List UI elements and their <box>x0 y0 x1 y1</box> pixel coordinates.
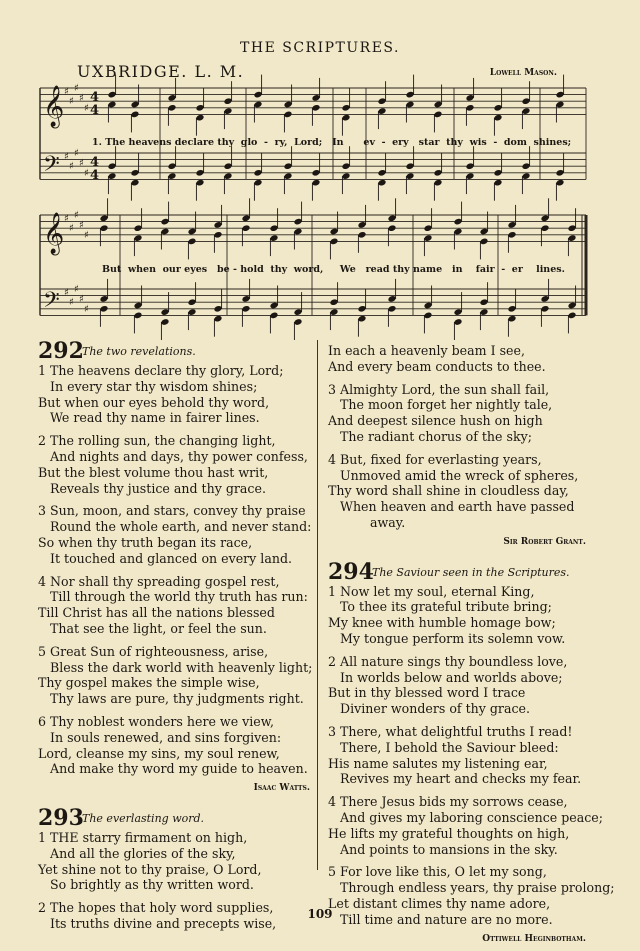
column-divider <box>317 340 318 870</box>
stanza <box>328 794 603 857</box>
stanza <box>328 654 586 717</box>
stanza <box>328 724 586 787</box>
verse-line: In worlds below and worlds above; <box>340 669 563 685</box>
note-head <box>131 101 140 109</box>
hymn-293-stanzas-cont <box>328 343 586 531</box>
note-head <box>196 179 205 187</box>
verse-line: Its truths divine and precepts wise, <box>50 915 277 931</box>
stanza <box>328 452 586 531</box>
stanza <box>328 584 586 647</box>
note-head <box>161 318 170 326</box>
hymn-294-stanzas <box>328 583 615 928</box>
staff-lines <box>40 88 586 315</box>
note-head <box>134 224 143 232</box>
note-head <box>330 228 339 236</box>
verse-line: But when our eyes behold thy word, <box>38 394 270 410</box>
sharp-sign: ♯ <box>64 151 69 163</box>
note-head <box>242 295 251 303</box>
note-head <box>342 172 351 180</box>
verse-line: The moon forget her nightly tale, <box>340 397 553 413</box>
note-head <box>100 305 109 313</box>
note-head <box>358 305 367 313</box>
note-head <box>270 234 279 242</box>
verse-line: That see the light, or feel the sun. <box>50 620 267 636</box>
verse-line: 2 The rolling sun, the changing light, <box>38 433 276 449</box>
verse-line: Till time and nature are no more. <box>340 911 553 927</box>
note-head <box>330 308 339 316</box>
verse-line: And all the glories of the sky, <box>50 845 236 861</box>
verse-line: When heaven and earth have passed <box>340 499 575 515</box>
note-head <box>100 295 109 303</box>
time-signature: 4 <box>90 103 100 118</box>
note-head <box>466 162 475 170</box>
sharp-sign: ♯ <box>79 219 84 231</box>
note-head <box>161 308 170 316</box>
note-head <box>508 315 517 323</box>
note-head <box>454 228 463 236</box>
bass-clef: 𝄢 <box>43 288 60 318</box>
note-head <box>522 107 531 115</box>
note-head <box>270 224 279 232</box>
hymn-title: The two revelations. <box>82 345 196 359</box>
note-head <box>312 169 321 177</box>
note-head <box>358 221 367 229</box>
sharp-sign: ♯ <box>64 287 69 299</box>
verse-line: And gives my laboring conscience peace; <box>340 809 603 825</box>
verse-line: Yet shine not to thy praise, O Lord, <box>38 861 262 877</box>
note-head <box>388 295 397 303</box>
note-head <box>424 302 433 310</box>
sharp-sign: ♯ <box>79 157 84 169</box>
lyric-line-2: But when our eyes be - hold thy word, We read thy name in fair - er lines. <box>102 264 565 275</box>
note-head <box>131 111 140 119</box>
verse-line: 3 Almighty Lord, the sun shall fail, <box>328 381 550 397</box>
sharp-sign: ♯ <box>84 102 89 114</box>
note-head <box>342 162 351 170</box>
note-head <box>378 169 387 177</box>
verse-line: Till through the world thy truth has run: <box>50 589 308 605</box>
note-head <box>466 172 475 180</box>
clefs <box>43 83 99 318</box>
note-head <box>224 172 233 180</box>
hymn-293-header <box>38 801 310 832</box>
sharp-sign: ♯ <box>84 167 89 179</box>
verse-line: My tongue perform its solemn vow. <box>340 630 566 646</box>
treble-clef: 𝄞 <box>43 86 65 127</box>
note-head <box>188 298 197 306</box>
verse-line: Let distant climes thy name adore, <box>328 895 551 911</box>
verse-line: Till Christ has all the nations blessed <box>38 605 275 621</box>
verse-line: And points to mansions in the sky. <box>340 841 558 857</box>
treble-clef: 𝄞 <box>43 213 65 254</box>
stanza <box>38 643 313 707</box>
sharp-sign: ♯ <box>74 83 79 94</box>
hymn-author: Sir Robert Grant. <box>503 536 586 547</box>
verse-line: To thee its grateful tribute bring; <box>340 599 552 615</box>
note-head <box>541 224 550 232</box>
note-head <box>508 231 517 239</box>
verse-line: And make thy word my guide to heaven. <box>50 761 308 777</box>
note-head <box>168 94 177 102</box>
note-head <box>480 238 489 246</box>
verse-line: And nights and days, thy power confess, <box>50 448 308 464</box>
stanza <box>38 363 310 426</box>
note-head <box>568 312 577 320</box>
note-head <box>342 114 351 122</box>
bass-clef: 𝄢 <box>43 152 60 182</box>
note-head <box>294 218 303 226</box>
note-head <box>108 91 117 99</box>
stanza <box>38 830 310 893</box>
verse-line: His name salutes my listening ear, <box>328 755 548 771</box>
verse-line: 2 All nature sings thy boundless love, <box>328 653 568 669</box>
note-head <box>254 179 263 187</box>
note-head <box>270 302 279 310</box>
note-head <box>161 218 170 226</box>
verse-line: 1 Now let my soul, eternal King, <box>328 583 535 599</box>
note-head <box>254 169 263 177</box>
time-signature: 4 <box>90 168 100 183</box>
left-column <box>38 334 313 939</box>
verse-line: 4 There Jesus bids my sorrows cease, <box>328 794 568 810</box>
note-head <box>424 312 433 320</box>
hymn-292-stanzas <box>38 363 313 777</box>
note-head <box>434 101 443 109</box>
verse-line: It touched and glanced on every land. <box>50 550 293 566</box>
note-head <box>480 308 489 316</box>
note-head <box>556 169 565 177</box>
time-signature: 4 <box>90 155 100 170</box>
sharp-sign: ♯ <box>74 210 79 221</box>
note-head <box>434 111 443 119</box>
note-head <box>522 162 531 170</box>
note-head <box>378 97 387 105</box>
note-head <box>541 214 550 222</box>
note-head <box>196 104 205 112</box>
sharp-sign: ♯ <box>84 229 89 241</box>
verse-line: Round the whole earth, and never stand: <box>50 519 312 535</box>
verse-line: In every star thy wisdom shines; <box>50 378 258 394</box>
sharp-sign: ♯ <box>79 293 84 305</box>
verse-line: In each a heavenly beam I see, <box>328 343 525 358</box>
sharp-sign: ♯ <box>69 96 74 108</box>
verse-line: Diviner wonders of thy grace. <box>340 701 530 717</box>
note-head <box>242 214 251 222</box>
note-head <box>134 234 143 242</box>
note-head <box>214 305 223 313</box>
note-head <box>406 162 415 170</box>
verse-line: 5 For love like this, O let my song, <box>328 864 547 880</box>
note-head <box>494 114 503 122</box>
note-head <box>242 305 251 313</box>
note-head <box>284 111 293 119</box>
note-head <box>214 221 223 229</box>
verse-line: 3 There, what delightful truths I read! <box>328 723 573 739</box>
note-head <box>466 104 475 112</box>
note-head <box>224 107 233 115</box>
verse-line: 1 The heavens declare thy glory, Lord; <box>38 363 284 378</box>
verse-line: Thy gospel makes the simple wise, <box>38 675 260 691</box>
note-head <box>494 169 503 177</box>
verse-line: Revives my heart and checks my fear. <box>340 771 582 787</box>
note-head <box>556 101 565 109</box>
hymn-294-header <box>328 555 586 585</box>
note-head <box>508 305 517 313</box>
note-head <box>134 312 143 320</box>
note-head <box>388 224 397 232</box>
note-head <box>224 97 233 105</box>
note-head <box>358 231 367 239</box>
note-head <box>424 224 433 232</box>
note-head <box>294 318 303 326</box>
note-head <box>522 172 531 180</box>
note-head <box>254 91 263 99</box>
note-head <box>131 179 140 187</box>
sharp-sign: ♯ <box>74 148 79 159</box>
composer: Lowell Mason. <box>489 68 557 78</box>
note-head <box>108 172 117 180</box>
note-head <box>108 101 117 109</box>
note-head <box>196 169 205 177</box>
lyric-line-1: 1. The heavens declare thy glo - ry, Lord; In ev - ery star thy wis - dom shines; <box>92 137 572 148</box>
note-head <box>214 315 223 323</box>
note-head <box>330 298 339 306</box>
note-head <box>168 162 177 170</box>
note-head <box>522 97 531 105</box>
note-head <box>378 107 387 115</box>
note-head <box>134 302 143 310</box>
stanza <box>328 382 586 445</box>
verse-line: 6 Thy noblest wonders here we view, <box>38 713 275 729</box>
note-head <box>556 91 565 99</box>
note-head <box>188 228 197 236</box>
note-head <box>284 172 293 180</box>
note-head <box>480 228 489 236</box>
note-head <box>294 308 303 316</box>
verse-line: He lifts my grateful thoughts on high, <box>328 825 570 841</box>
note-head <box>100 214 109 222</box>
note-head <box>131 169 140 177</box>
verse-line: 2 The hopes that holy word supplies, <box>38 900 274 916</box>
hymn-author: Ottiwell Heginbotham. <box>482 933 586 944</box>
note-head <box>224 162 233 170</box>
time-signature: 4 <box>90 90 100 105</box>
note-head <box>406 172 415 180</box>
note-head <box>494 179 503 187</box>
note-head <box>454 218 463 226</box>
stanza <box>38 433 310 496</box>
note-head <box>466 94 475 102</box>
hymn-author: Isaac Watts. <box>253 783 310 794</box>
verse-line: My knee with humble homage bow; <box>328 615 556 631</box>
verse-line: We read thy name in fairer lines. <box>50 410 260 426</box>
note-head <box>168 172 177 180</box>
note-head <box>188 308 197 316</box>
hymn-title: The Saviour seen in the Scriptures. <box>372 565 570 579</box>
verse-line: Through endless years, thy praise prolong; <box>340 880 615 896</box>
stanza <box>38 574 310 637</box>
note-head <box>214 231 223 239</box>
note-head <box>424 234 433 242</box>
verse-line: away. <box>370 514 406 530</box>
verse-line: Lord, cleanse my sins, my soul renew, <box>38 745 280 761</box>
music-score <box>0 0 640 340</box>
note-head <box>541 305 550 313</box>
note-head <box>378 179 387 187</box>
note-head <box>434 179 443 187</box>
note-head <box>406 101 415 109</box>
hymn-number: 293 <box>38 805 84 832</box>
note-head <box>312 94 321 102</box>
stanza <box>38 503 310 566</box>
note-head <box>312 179 321 187</box>
tune-name: UXBRIDGE. L. M. <box>77 62 245 81</box>
note-head <box>312 104 321 112</box>
note-head <box>254 101 263 109</box>
sharp-sign: ♯ <box>79 92 84 104</box>
verse-line: Reveals thy justice and thy grace. <box>50 480 266 496</box>
verse-line: 5 Great Sun of righteousness, arise, <box>38 643 269 659</box>
verse-line: 1 THE starry firmament on high, <box>38 829 248 845</box>
hymn-292-header <box>38 334 310 365</box>
note-head <box>556 179 565 187</box>
hymn-number: 292 <box>38 338 84 365</box>
note-head <box>100 224 109 232</box>
sharp-sign: ♯ <box>64 213 69 225</box>
note-head <box>406 91 415 99</box>
note-head <box>454 308 463 316</box>
sharp-sign: ♯ <box>69 161 74 173</box>
verse-line: And deepest silence hush on high <box>328 413 543 429</box>
note-head <box>508 221 517 229</box>
hymn-title: The everlasting word. <box>82 812 205 826</box>
verse-line: Bless the dark world with heavenly light; <box>50 659 313 675</box>
note-head <box>161 228 170 236</box>
note-head <box>388 305 397 313</box>
note-head <box>480 298 489 306</box>
note-head <box>494 104 503 112</box>
sharp-sign: ♯ <box>69 297 74 309</box>
verse-line: But in thy blessed word I trace <box>328 685 526 701</box>
verse-line: Unmoved amid the wreck of spheres, <box>340 467 579 483</box>
note-head <box>284 101 293 109</box>
verse-line: Thy word shall shine in cloudless day, <box>328 483 569 499</box>
verse-line: But the blest volume thou hast writ, <box>38 464 269 480</box>
verse-line: 3 Sun, moon, and stars, convey thy praise <box>38 503 306 519</box>
note-head <box>568 302 577 310</box>
note-head <box>270 312 279 320</box>
stanza <box>38 714 310 777</box>
verse-line: There, I behold the Saviour bleed: <box>340 739 559 755</box>
verse-line: So brightly as thy written word. <box>50 877 254 893</box>
verse-line: In souls renewed, and sins forgiven: <box>50 729 282 745</box>
note-head <box>196 114 205 122</box>
note-head <box>388 214 397 222</box>
note-head <box>294 228 303 236</box>
note-head <box>284 162 293 170</box>
verse-line: 4 But, fixed for everlasting years, <box>328 451 542 467</box>
verse-line: So when thy truth began its race, <box>38 534 253 550</box>
verse-line: The radiant chorus of the sky; <box>340 428 532 444</box>
verse-line: 4 Nor shall thy spreading gospel rest, <box>38 573 280 589</box>
note-head <box>342 104 351 112</box>
sharp-sign: ♯ <box>69 223 74 235</box>
note-head <box>108 162 117 170</box>
running-title: THE SCRIPTURES. <box>240 40 400 56</box>
note-head <box>188 238 197 246</box>
right-column <box>328 343 615 951</box>
note-head <box>330 238 339 246</box>
note-head <box>454 318 463 326</box>
note-head <box>568 234 577 242</box>
note-head <box>242 224 251 232</box>
page-number: 109 <box>307 907 333 921</box>
note-head <box>568 224 577 232</box>
note-head <box>358 315 367 323</box>
hymn-number: 294 <box>328 558 374 585</box>
note-head <box>168 104 177 112</box>
note-head <box>541 295 550 303</box>
stanza <box>328 343 586 375</box>
sharp-sign: ♯ <box>74 284 79 295</box>
sharp-sign: ♯ <box>84 303 89 315</box>
verse-line: Thy laws are pure, thy judgments right. <box>50 691 304 707</box>
note-head <box>434 169 443 177</box>
sharp-sign: ♯ <box>64 86 69 98</box>
verse-line: And every beam conducts to thee. <box>328 358 546 374</box>
